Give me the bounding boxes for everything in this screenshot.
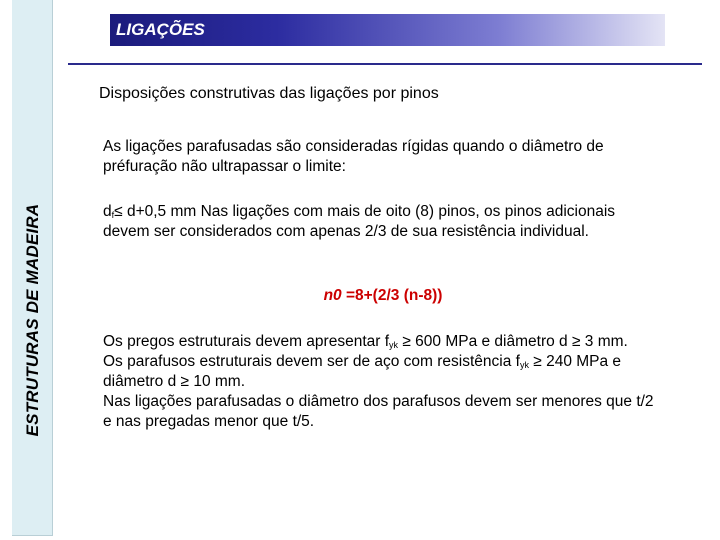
- paragraph-requirements: [103, 332, 663, 432]
- header-divider: [68, 63, 702, 65]
- nails-subscript: yk: [389, 340, 399, 350]
- paragraph-rigid-connections: As ligações parafusadas são consideradas rígidas quando o diâmetro de préfuração não ultrapassar o limite:: [103, 138, 604, 175]
- bolts-requirement: [103, 352, 663, 392]
- paragraph-prehole-limit: [103, 202, 663, 242]
- formula-n0: [103, 287, 663, 305]
- nails-requirement: [103, 332, 663, 352]
- symbol-d: d: [103, 203, 112, 220]
- formula-variable: n0: [323, 287, 342, 304]
- prehole-limit-text: ≤ d+0,5 mm Nas ligações com mais de oito (8) pinos, os pinos adicionais devem ser considerados com apenas 2/3 de sua resistência individual.: [103, 203, 616, 240]
- title-bar: [110, 14, 665, 46]
- slide-title: LIGAÇÕES: [116, 20, 205, 39]
- bolts-text-a: Os parafusos estruturais devem ser de aço com resistência f: [103, 353, 520, 370]
- subscript-f: f: [111, 210, 115, 220]
- bolts-subscript: yk: [519, 360, 529, 370]
- nails-text-b: ≥ 600 MPa e diâmetro d ≥ 3 mm.: [398, 333, 628, 350]
- formula-expression: =8+(2/3 (n-8)): [341, 287, 443, 304]
- vertical-section-label: ESTRUTURAS DE MADEIRA: [23, 203, 42, 437]
- diameter-requirement: Nas ligações parafusadas o diâmetro dos parafusos devem ser menores que t/2 e nas pregadas menor que t/5.: [103, 393, 654, 430]
- slide-subtitle: Disposições construtivas das ligações por pinos: [99, 85, 439, 102]
- nails-text-a: Os pregos estruturais devem apresentar f: [103, 333, 390, 350]
- bolts-text-b: ≥ 240 MPa e diâmetro d ≥ 10 mm.: [103, 353, 622, 390]
